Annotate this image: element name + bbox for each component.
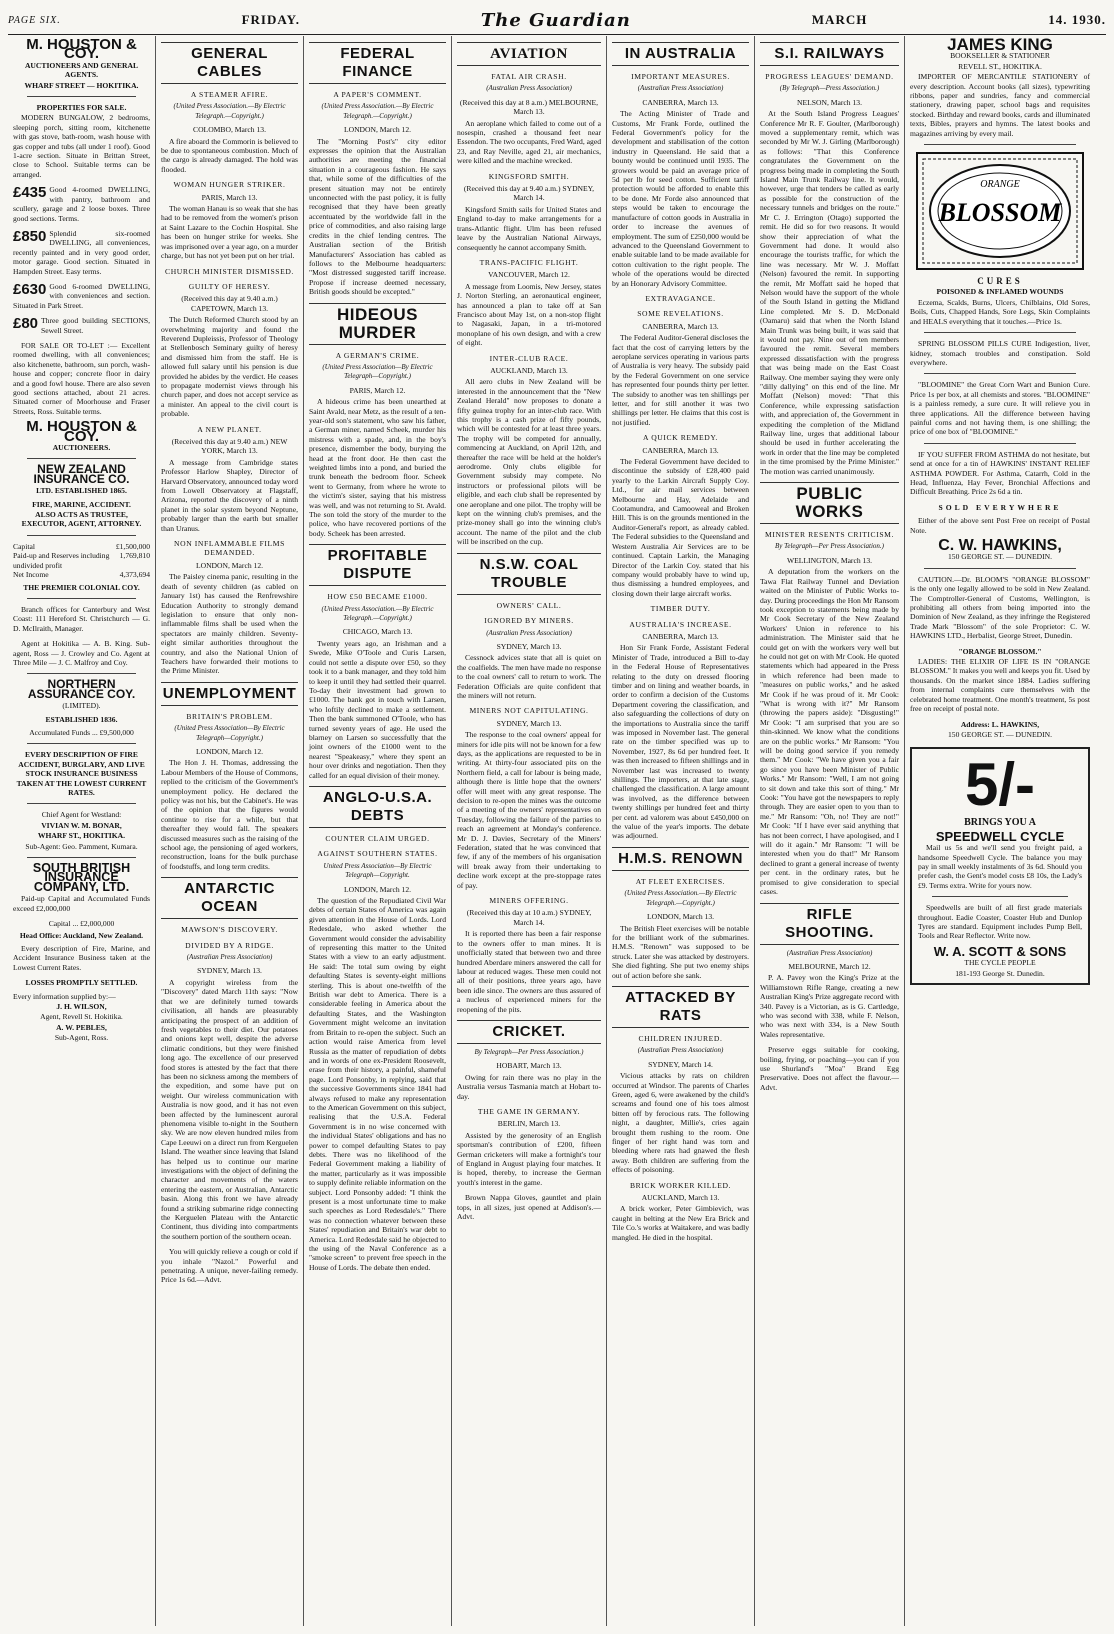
column-5 — [607, 36, 755, 1626]
headline-general-cables: GENERAL CABLES — [161, 42, 298, 84]
dateline: WELLINGTON, March 13. — [786, 555, 873, 565]
northern-agent-name: VIVIAN W. M. BONAR, — [41, 820, 122, 830]
divider — [27, 803, 136, 804]
caution-text: CAUTION.—Dr. BLOOM'S "ORANGE BLOSSOM" is the only one legally allowed to be sold in New Zealand. The Comptroller-General of Customs, Wellington, is prohibiting all others from being imported into the Dominion of New Zealand, as they infringe the Registered Trade Mark "Blossom" of the sole Proprietor: C. W. HAWKINS LTD., Herbalist, George Street, Dunedin. — [910, 574, 1090, 641]
divider — [27, 743, 136, 744]
dateline: (Received this day at 9.40 a.m.) SYDNEY, March 14. — [463, 184, 595, 203]
wire-credit: By Telegraph—Per Press Association.) — [774, 542, 884, 551]
nz-insurance-row — [13, 551, 150, 570]
headline-cricket: CRICKET. — [457, 1020, 601, 1044]
nz-insurance-branch: Branch offices for Canterbury and West Coast: 111 Hereford St. Christchurch — G. D. McIlraith, Manager. — [13, 604, 150, 633]
headline-public-works: PUBLIC WORKS — [760, 482, 899, 524]
paper-title: The Guardian — [480, 9, 631, 31]
houston-listing-ross: FOR SALE OR TO-LET :— Excellent roomed dwelling, with all conveniences; also kitchenette, bathroom, sun porch, wash-house and copper; concrete floor in dairy and a good fowl house. There are also seven good sections attached, about 21 acres. Situated corner of Moorhouse and Fraser Streets, Ross. Suitable terms. — [13, 340, 150, 416]
article-text: The Dutch Reformed Church stood by an overwhelming majority and found the Reverend Dupleissis, Professor of Theology at Stellenbosch Seminary guilty of heresy and dismissed him from the staff. He is allowed full salary until his pension is due provided he abides by the verdict. He ceases to propagate modernist views through his church paper, and does not accept service as a minister. An appeal to the civil court is probable. — [161, 315, 298, 419]
scott-sub: THE CYCLE PEOPLE — [964, 958, 1036, 968]
bloomine-text: "BLOOMINE" the Great Corn Wart and Bunion Cure. Price 1s per box, at all chemists and stores. "BLOOMINE" is a painless remedy, a sure cure. It will relieve you in three applications. All the difference between having painful corns and not having them, is one shilling; the price of one box of "BLOOMINE." — [910, 380, 1090, 437]
article-text: A brick worker, Peter Gimbievich, was caught in belting at the New Era Brick and Tile Co.'s works at Waitakere, and was badly mangled. He died in the hospital. — [612, 1204, 749, 1242]
row-value: 1,769,810 — [119, 551, 150, 561]
south-british-capital: Paid-up Capital and Accumulated Funds exceed £2,000,000 — [13, 894, 150, 913]
article-text: The "Morning Post's" city editor expresses the opinion that the Australian authorities are meeting the financial situation in a courageous fashion. He says that, while some of the difficulties of the present situation may not be entirely unconnected with the past policy, it is fully recognised that they have been greatly accentuated by the worldwide fall in the price of commodities, and also raising large credits in the chief lending centres. The Australian section of the British Manufacturers' Association has cabled as follows to the Melbourne headquarters: "Most distressed suggested tariff increase. Propose if increase deemed necessary, British goods should be excepted." — [309, 136, 446, 297]
article-text: Twenty years ago, an Irishman and a Swede, Mike O'Toole and Curis Larsen, could not settle a dispute over £50, so they took it to a bank manager, and they told him to keep it until they had settled their quarrel. To-day their investment had grown to £1000. The bank got in touch with Larsen, who loftily declined to make a settlement. Then the bank summoned O'Toole, who has turned seventy years of age. He used the blarney on Larsen so successfully that the joint owners of the £1000 went to the nearest "Speakeasy," where they spent an hour over drinks and negotiation. Then they called for an equal division of their money. — [309, 638, 446, 780]
article-text: It is reported there has been a fair response to the owners offer to man mines. It is unofficially stated that between two and three hundred Aberdare miners answered the call for labour at reduced wages. These men could not all of their positions, three years ago, have been idle since. The owners are thus assured of a nucleus of experienced miners for the reopening of the pits. — [457, 929, 601, 1014]
south-british-losses: LOSSES PROMPTLY SETTLED. — [25, 978, 138, 988]
column-4 — [452, 36, 607, 1626]
houston-listing-3 — [13, 282, 150, 310]
dateline: AUCKLAND, March 13. — [641, 1193, 720, 1203]
subhead: WOMAN HUNGER STRIKER. — [173, 180, 286, 190]
row-value: £1,500,000 — [115, 541, 150, 551]
divider — [924, 144, 1076, 145]
subhead: EXTRAVAGANCE. — [645, 293, 716, 303]
row-label: Paid-up and Reserves including undivided profit — [13, 551, 110, 570]
column-3 — [304, 36, 452, 1626]
south-british-desc: Every description of Fire, Marine, and Accident Insurance Business taken at the Lowest Current Rates. — [13, 943, 150, 972]
divider — [27, 673, 136, 674]
subhead: NON INFLAMMABLE FILMS DEMANDED. — [174, 539, 285, 558]
article-text: The question of the Repudiated Civil War debts of certain States of America was again given attention in the House of Lords. Lord Redesdale, who asked whether the Government would consider the advisability of representing this matter to the United States with a view to an early adjustment. He said: The total sum owing by eight defaulting States is seventy-eight millions sterling. This is about one-twelfth of the British war debt to America. There is a considerable feeling in America about the defaulting States, and the Washington Government might welcome an invitation from Britain to re-open the subject. Such an action would raise America from level Russia as the matter of repudiation of debts and in words of one ex-President Roosevelt, erase from their history, a painful, shameful page. Lord Ponsonby, in replying, said that the successive Governments since 1841 had always refused to make any representation to the American Government on this subject, realising that the U.S.A. Federal Government is in no wise concerned with the individual States' obligations and has no power to compel defaulting States to pay debts. There was no likelihood of the Federal Government making a liability of the matter, particularly as it was impossible to supply definite reliable information on the subject. Lord Ponsonby added: "I think the present is a most unfortunate time to make such speeches as Lord Redesdale's." There was no connection whatever between these States' repudiation and Britain's war debt to America. Lord Redesdale said he objected to the using of the Naval Conference as a "smoke screen" to prevent free speech in the House of Lords. The debate then ended. — [309, 896, 446, 1272]
divider — [27, 96, 136, 97]
article-text: Cessnock advices state that all is quiet on the coalfields. The men have made no response to the coal owners' call to return to work. The Federation Officials are quite confident that the miners will not return. — [457, 653, 601, 700]
south-british-agent-addr: Agent, Revell St. Hokitika. — [40, 1012, 123, 1022]
dateline: (Received this day at 8 a.m.) MELBOURNE, March 13. — [459, 97, 599, 117]
south-british-name: SOUTH BRITISH INSURANCE COMPANY, LTD. — [32, 861, 131, 894]
houston-listing-2 — [13, 229, 150, 276]
article-text: Assisted by the generosity of an English sportsman's contribution of £200, fifteen German cricketers will make a fortnight's tour of England in August playing four matches. It is hoped, thereby, to increase the German youth's interest in the game. — [457, 1130, 601, 1187]
wire-credit: (Australian Press Association) — [486, 84, 572, 93]
article-text: Vicious attacks by rats on children occurred at Windsor. The parents of Charles Green, aged 6, were awakened by the child's screams and found one of his toes almost bitten off by ferocious rats. The following night, a daughter, Millie's, cries again brought them rushing to the room. One finger of her right hand was torn and bleeding where rats had gnawed the flesh away. Both children are suffering from the effects of poisoning. — [612, 1071, 749, 1175]
page-number: PAGE SIX. — [8, 14, 61, 26]
ladies-text: LADIES: THE ELIXIR OF LIFE IS IN "ORANGE BLOSSOM." It makes you well and keeps you fit. Used by thousands. On the market since 1884. Ladies suffering from internal complaints cure themselves with the celebrated home treatment. One month's treatment, 5s post free on receipt of postal note. — [910, 657, 1090, 714]
south-british-agent: J. H. WILSON, — [56, 1001, 107, 1011]
south-british-subagent: A. W. PEBLES, — [56, 1022, 107, 1032]
orange-blossom-seal — [915, 151, 1085, 271]
subhead: COUNTER CLAIM URGED. — [325, 833, 430, 843]
northern-ltd: (LIMITED). — [62, 701, 101, 711]
wire-credit: (Australian Press Association) — [486, 628, 572, 637]
wire-credit: (United Press Association.—By Electric Telegraph.—Copyright.) — [321, 604, 434, 623]
headline-rifle-shooting: RIFLE SHOOTING. — [760, 903, 899, 945]
headline-in-australia: IN AUSTRALIA — [612, 42, 749, 66]
headline-federal-finance: FEDERAL FINANCE — [309, 42, 446, 84]
subhead: AT FLEET EXERCISES. — [635, 876, 726, 886]
south-british-office: Head Office: Auckland, New Zealand. — [19, 931, 144, 941]
listing-price: £630 — [13, 281, 47, 298]
masthead — [8, 6, 1106, 35]
article-text: Owing for rain there was no play in the Australia versus Tasmania match at Hobart to-day. — [457, 1072, 601, 1101]
dateline: LONDON, March 12. — [195, 746, 264, 756]
column-6 — [755, 36, 905, 1626]
cures-subheading: POISONED & INFLAMED WOUNDS — [936, 287, 1064, 297]
nz-insurance-row — [13, 542, 150, 551]
wire-credit: (United Press Association.—By Electric Telegraph.—Copyright.) — [624, 889, 737, 907]
subhead: HOW £50 BECAME £1000. — [327, 592, 428, 602]
headline-profitable-dispute: PROFITABLE DISPUTE — [309, 544, 446, 586]
james-king-addr: REVELL ST., HOKITIKA. — [958, 61, 1042, 71]
houston-listing-1 — [13, 185, 150, 223]
dateline: SYDNEY, March 13. — [496, 718, 562, 728]
dateline: LONDON, March 12. — [343, 125, 412, 135]
masthead-date: 14. 1930. — [1048, 12, 1106, 27]
wire-credit: (United Press Association.—By Electric Telegraph.—Copyright.) — [173, 102, 286, 120]
advert-text: Preserve eggs suitable for cooking, boiling, frying, or poaching—you can if you use Shurland's "Moa" Brand Egg Preservative. Does not affect the flavour.—Advt. — [760, 1045, 899, 1092]
houston-line1: AUCTIONEERS AND GENERAL AGENTS. — [24, 60, 139, 80]
subhead: A PAPER'S COMMENT. — [333, 90, 422, 99]
subhead: MINERS OFFERING. — [489, 896, 569, 906]
dateline: CANBERRA, March 13. — [642, 631, 719, 641]
nz-insurance-colonial: THE PREMIER COLONIAL COY. — [23, 582, 140, 592]
subhead: A STEAMER AFIRE. — [190, 90, 269, 99]
wire-credit: (Australian Press Association) — [186, 953, 273, 962]
listing-price: £435 — [13, 185, 47, 202]
subhead: AGAINST SOUTHERN STATES. — [317, 849, 438, 859]
wire-credit: (United Press Association—By Electric Telegraph—Copyright.) — [174, 724, 285, 742]
dateline: PARIS, March 12. — [349, 385, 406, 395]
headline-aviation: AVIATION — [457, 42, 601, 66]
wire-credit: (Australian Press Association) — [786, 948, 873, 957]
dateline: COLOMBO, March 13. — [193, 125, 266, 135]
article-text: The Paisley cinema panic, resulting in the death of seventy children (as cabled on January 1st) has caused the Renfrewshire Education Authority to strongly demand legislation to ensure that only non-inflammable films shall be used when the spectators are mainly children. Seventy-eight similar authorities throughout the country, and also the National Union of Teachers have forwarded their motions to the Prime Minister. — [161, 572, 298, 676]
dateline: NELSON, March 13. — [797, 97, 862, 107]
james-king-name: JAMES KING — [947, 36, 1053, 54]
divider — [924, 443, 1076, 444]
price-five-shillings: 5/- — [964, 751, 1036, 819]
south-british-capital-2: Capital ... £2,000,000 — [48, 919, 115, 929]
dateline: PARIS, March 13. — [201, 192, 258, 202]
listing-text: Splendid six-roomed DWELLING, all conveniences, recently painted and in very good order, motor garage. Good section. Situated in Hampden Street. Easy terms. — [13, 228, 150, 276]
subhead: CHURCH MINISTER DISMISSED. — [165, 266, 294, 276]
cures-heading: CURES — [977, 276, 1023, 287]
subhead: SOME REVELATIONS. — [637, 309, 724, 319]
speedwell-advert — [910, 747, 1090, 985]
northern-est: ESTABLISHED 1836. — [45, 714, 118, 724]
dateline: HOBART, March 13. — [496, 1061, 562, 1071]
houston-name-2: M. HOUSTON & COY. — [26, 418, 137, 445]
masthead-month: MARCH — [811, 12, 868, 27]
subhead: CHILDREN INJURED. — [638, 1033, 723, 1043]
divider — [27, 458, 136, 459]
listing-price: £850 — [13, 228, 47, 245]
article-text: Hon Sir Frank Forde, Assistant Federal Minister of Trade, introduced a Bill to-day in the Federal House of Representatives relating to the duty on dressed flooring timber and on lining and weather boards, in order to confirm a decision of the Customs Department covering the classification, and also safeguarding the collections of duty on the importations to Australia since the tariff was imposed in November last. The general rate on the timber specified was up to November, 1927, 8s 6d per hundred feet. It was then increased to fifteen shillings and in November last was increased to twenty shillings. The importers, at that late stage, challenged the classification. A large amount was involved, as the difference between twenty shillings per hundred feet and thirty per cent. ad valorem was about £450,000 on the value of the year's imports. The debate was adjourned. — [612, 643, 749, 841]
scott-name: W. A. SCOTT & SONS — [933, 943, 1067, 959]
speedwell-cycle: SPEEDWELL CYCLE — [935, 828, 1065, 844]
subhead: GUILTY OF HERESY. — [188, 281, 271, 291]
dateline: LONDON, March 12. — [195, 560, 264, 570]
wire-credit: (United Press Association.—By Electric Telegraph.—Copyright.) — [321, 102, 434, 120]
nz-insurance-est: LTD. ESTABLISHED 1865. — [36, 486, 127, 496]
wire-credit: By Telegraph—Per Press Association.) — [474, 1047, 584, 1056]
headline-nsw-coal-trouble: N.S.W. COAL TROUBLE — [457, 553, 601, 595]
article-text: An aeroplane which failed to come out of a nosespin, crashed a thousand feet near Essendon. The two occupants, Fred Ward, aged 23, and Ray Neville, aged 21, air mechanics, were killed and the machine wrecked. — [457, 118, 601, 166]
cures-text: Eczema, Scalds, Burns, Ulcers, Chilblains, Old Sores, Boils, Cuts, Chapped Hands, Sore Legs, Skin Complaints and HEALS everything that it touches.—Price 1s. — [910, 297, 1090, 326]
subhead: MAWSON'S DISCOVERY. — [181, 925, 278, 935]
divider — [27, 535, 136, 536]
speedwell-text-2: Speedwells are built of all first grade materials throughout. Eadie Coaster, Coaster Hub and Dunlop Tyres are standard. Equipment includes Pump Bell, Tools and Rear Reflector. Write now. — [918, 903, 1082, 941]
seal-top-text: ORANGE — [980, 179, 1020, 191]
dateline: LONDON, March 13. — [646, 912, 715, 922]
wire-credit: United Press Association—By Electric Telegraph—Copyright. — [323, 861, 432, 880]
south-british-info: Every information supplied by:— — [13, 991, 116, 1001]
wire-credit: (Australian Press Association) — [637, 84, 724, 93]
article-text: The Federal Auditor-General discloses the fact that the cost of carrying letters by the aeroplane services operating in various parts of Australia is very heavy. The subsidy paid by the Federal Government on one service has represented four pounds thirty per letter. The subsidy to another was ten shillings per letter, and for still another it was two shillings per letter. He claims that this cost is not justified. — [612, 333, 749, 427]
northern-name: NORTHERN ASSURANCE COY. — [27, 677, 136, 701]
column-2 — [156, 36, 304, 1626]
nz-insurance-name: NEW ZEALAND INSURANCE CO. — [33, 462, 130, 486]
houston-listing-4 — [13, 316, 150, 335]
advert-text: Brown Nappa Gloves, gauntlet and plain tops, in all sizes, just opened at Addison's.—Advt. — [457, 1193, 601, 1222]
orange-blossom-heading: "ORANGE BLOSSOM." — [958, 646, 1042, 656]
brings-you: BRINGS YOU A — [964, 817, 1036, 829]
subhead: IGNORED BY MINERS. — [484, 616, 574, 626]
spring-blossom-text: SPRING BLOSSOM PILLS CURE Indigestion, liver, kidney, stomach troubles and constipation. Sold everywhere. — [910, 339, 1090, 367]
wire-credit: (United Press Association—By Electric Telegraph—Copyright.) — [322, 362, 433, 381]
divider — [924, 332, 1076, 333]
column-1 — [8, 36, 156, 1626]
divider — [27, 598, 136, 599]
south-british-subagent-addr: Sub-Agent, Ross. — [54, 1033, 109, 1043]
subhead: FATAL AIR CRASH. — [491, 72, 567, 81]
post-free-text: Either of the above sent Post Free on receipt of Postal Note. — [910, 516, 1090, 535]
article-text: A message from Cambridge states Professor Harlow Shapley, Director of Harvard Observatory, announced today word from Lowell Observatory at Flagstaff, Arizona, reported the discovery of a ninth planet in the solar system beyond Neptune, probably larger than the earth but smaller than Uranus. — [161, 457, 298, 533]
subhead: INTER-CLUB RACE. — [489, 353, 569, 363]
article-text: A deputation from the workers on the Tawa Flat Railway Tunnel and Deviation waited on the Minister of Public Works to-day. During proceedings the Hon Mr Ransom took exception to statements being made by Mr Cook Secretary of the New Zealand Workers' Union in reference to his administration. The Minister said that he could get on with the workers very well but he could not get on with Mr Cook. He quoted statements which had appeared in the Press in which reference had been made to "measures on public works," and he asked Mr Cook if he was proud of it. Mr Cook: "What is wrong with it?" Mr Ransom (throwing the papers aside): "Disgusting!" Mr Cook: "I am surprised that you are so thin-skinned. We know what the conditions are on the public works." Mr Ransom: "You will be doing good service if you remedy them." Mr Cook: "We have given you a fair go since you have been Minister of Public Works." Mr Ransom: "Well, I am not going to sit down and take this sort of thing." Mr Cook: "You have got the newspapers to reply through. They are easier open to you than to me." Mr Ransom: "Oh, no! They are not!" Mr Cook: "If I have ever said anything that has not been correct, I have apologised, and I will do it again." Mr Ransom: "I will be interested when you do that!" Mr Ransom declined to grant a general increase of twenty per cent. in the ordinary rates, but he promised to give consideration to special cases. — [760, 567, 899, 897]
houston-line4: AUCTIONEERS. — [52, 443, 111, 453]
article-text: The woman Hanau is so weak that she has had to be removed from the women's prison at Saint Lazare to the Cochin Hospital. She has been on hunger strike for weeks. She was imprisoned over a year ago, on a murder charge, but has not yet been put on her trial. — [161, 204, 298, 261]
dateline: SYDNEY, March 13. — [197, 966, 262, 976]
dateline: MELBOURNE, March 12. — [788, 961, 871, 971]
subhead: KINGSFORD SMITH. — [488, 171, 570, 181]
listing-price: £80 — [13, 316, 39, 333]
northern-agent: Chief Agent for Westland: — [41, 810, 122, 820]
james-king-sub: BOOKSELLER & STATIONER — [950, 51, 1050, 61]
wire-credit: (Australian Press Association) — [637, 1046, 724, 1055]
headline-hideous-murder: HIDEOUS MURDER — [309, 303, 446, 345]
nz-insurance-kinds: FIRE, MARINE, ACCIDENT. — [32, 499, 131, 509]
subhead: DIVIDED BY A RIDGE. — [185, 940, 274, 950]
subhead: A NEW PLANET. — [197, 424, 262, 434]
divider — [932, 896, 1068, 897]
northern-desc: EVERY DESCRIPTION OF FIRE ACCIDENT, BURGLARY, AND LIVE STOCK INSURANCE BUSINESS TAKEN AT THE LOWEST CURRENT RATES. — [16, 750, 147, 797]
listing-text: Good 6-roomed DWELLING, with conveniences and section. Situated in Park Street. — [13, 281, 150, 310]
dateline: CANBERRA, March 13. — [642, 97, 719, 107]
subhead: TIMBER DUTY. — [650, 604, 711, 614]
dateline: LONDON, March 12. — [343, 884, 412, 894]
dateline: (Received this day at 9.40 a.m.) NEW YORK, March 13. — [171, 437, 288, 456]
row-label: Capital — [13, 541, 35, 551]
subhead: A GERMAN'S CRIME. — [335, 350, 420, 360]
article-text: A fire aboard the Commorin is believed to be due to spontaneous combustion. Much of the cargo is already damaged. The hold was flooded. — [161, 136, 298, 174]
subhead: PROGRESS LEAGUES' DEMAND. — [765, 72, 894, 81]
nz-insurance-agents: Agent at Hokitika — A. B. King. Sub-agent, Ross — J. Crowley and Co. Agent at Three Mile — J. C. Malfroy and Coy. — [13, 639, 150, 667]
article-text: The response to the coal owners' appeal for miners for idle pits will not be known for a few days, as the applications are requested to be in writing. At thirty-four associated pits on the Northern field, a call for labour is being made, although there is little hope that the owners' offer will meet with any great response. The decision to re-open the mines was the outcome of a meeting of the owners' representatives on Tuesday, following the failure of the parties to reach an agreement at Monday's conference. Mr D. J. Davies, Secretary of the Miners' Federation, stated that he was convinced that few, if any of the members of his organisation will break away from their undertaking to decline work except at the pre-stoppage rates of pay. — [457, 730, 601, 890]
asthma-text: IF YOU SUFFER FROM ASTHMA do not hesitate, but send at once for a tin of HAWKINS' INSTANT RELIEF ASTHMA POWDER. For Asthma, Catarrh, Cold in the Head, Influenza, Hay Fever, Bronchial Affections and Difficult Breathing. Price 2s 6d a tin. — [910, 449, 1090, 497]
seal-text: BLOSSOM — [938, 198, 1062, 228]
subhead: MINERS NOT CAPITULATING. — [469, 706, 589, 716]
dateline: CHICAGO, March 13. — [342, 627, 413, 637]
advert-text: You will quickly relieve a cough or cold if you inhale "Nazol." Powerful and penetrating. A unique, never-failing remedy. Price 1s 6d.—Advt. — [161, 1247, 298, 1285]
article-text: The Hon J. H. Thomas, addressing the Labour Members of the House of Commons, replied to the criticism of the Government's unemployment policy. He declared the policy was not his, but the Cabinet's. He was of the opinion that the figures would continue to rise for a while, but that thereafter they would fall. The speakers discussed measures such as the raising of the school age, the pensioning of aged workers, reconstruction, loans for the bulk purchase of foodstuffs, and long term credits. — [161, 758, 298, 871]
dateline: CANBERRA, March 13. — [642, 445, 719, 455]
subhead: AUSTRALIA'S INCREASE. — [629, 619, 732, 629]
row-label: Net Income — [13, 570, 49, 580]
nz-insurance-row — [13, 570, 150, 579]
article-text: Kingsford Smith sails for United States and England to-day to make arrangements for a trans-Atlantic flight. Ulm has been refused leave by the Australian National Airways, consequently he cannot accompany Smith. — [457, 204, 601, 252]
listing-text: Three good building SECTIONS, Sewell Street. — [41, 316, 150, 335]
wire-credit: (By Telegraph—Press Association.) — [779, 84, 880, 93]
dateline: CANBERRA, March 13. — [642, 321, 719, 331]
subhead: THE GAME IN GERMANY. — [477, 1106, 581, 1116]
northern-sub: Sub-Agent: Geo. Pamment, Kumara. — [25, 841, 138, 851]
row-value: 4,373,694 — [119, 570, 150, 580]
sold-everywhere: SOLD EVERYWHERE — [938, 502, 1062, 512]
article-text: A copyright wireless from the "Discovery" dated March 11th says: "Now that we are definitely turned towards civilisation, all hands are pleasurably anticipating the prospect of an addition of fresh vegetables to their diet. Our potatoes and onions kept well, despite the adverse climatic conditions, but they were finished long ago. The excellence of our preserved food stores is attested by the fact that there has been no sickness among the members of the expedition, and some have put on weight. Our wireless communication with Australia is now good, and it has not even been affected by the luminescent auroral phenomena visible to-night in the Southern sky. We are now eleven hundred miles from Cape Leeuwi on a direct run from Kerguelen Island. The weather since leaving that Island has helped us to continue our marine investigations with the object of defining the character and movements of the waters entering the eastern, or Australian, Antarctic basin. Along this front we have already found a striking submarine ridge connecting the Kerguelen Plateau with the Antarctic Continent, thus dividing into compartments the southern portion of the southern ocean. — [161, 977, 298, 1241]
james-king-text: IMPORTER OF MERCANTILE STATIONERY of every description. Account books (all sizes), typewriting ribbons, paper and sundries, fancy and commercial stationery, drawing paper, school bags and requisites stocked. Birthday and reward books, cards and illuminated texts, Bibles, prayers and hymns. The latest books and magazines arriving by every mail. — [910, 72, 1090, 138]
subhead: MINISTER RESENTS CRITICISM. — [764, 530, 895, 540]
headline-anglo-usa-debts: ANGLO-U.S.A. DEBTS — [309, 786, 446, 828]
listing-text: Good 4-roomed DWELLING, with pantry, bathroom and scullery, garage and 2 loose boxes. Three good sections. Terms. — [13, 185, 150, 223]
article-text: A hideous crime has been unearthed at Saint Avald, near Metz, as the result of a ten-year-old son's statement, who saw his father, a German miner, named Scheek, murder his mistress with a spade, and, in the boy's presence, dismember the body, burying the head at the front door. He then cast the weighted limbs into a pond, and buried the trunk beneath the bedroom floor. Scheek went to Germany, from where he wrote to the victim's sister, saying that his mistress was well, and was not returning to St. Avald. The son told the story of the murder to the police, who have recovered portions of the body. Scheek has been arrested. — [309, 397, 446, 538]
houston-line3: PROPERTIES FOR SALE. — [36, 103, 127, 113]
article-text: At the South Island Progress Leagues' Conference Mr R. F. Goulter, (Marlborough) moved a supplementary remit, which was seconded by Mr W. J. Girling (Marlborough) as follows: "That this Conference congratulates the Government on the progress being made in completing the South Island Main Trunk Railway line. It would, however, urge that tenders be called as early as possible for the construction of the necessary tunnels and bridges on the route." Mr C. J. Errington (Otago) supported the remit. He did so for two reasons. It would show their appreciation of what the Government had done. It would also encourage the tourists traffic, for which the line was necessary. Mr W. J. Moffatt (Nelson) favoured the remit. In supporting the remit, Mr Moffatt said he hoped that Nelson would have the support of the whole of the South Island in getting the Midland Line completed. Mr S. D. McDonald (Oamaru) said that when the North Island Main Trunk was being built, it was said that it would not pay. Nine out of ten members favoured the remit. Several members expressed dissatisfaction with the progress that was being made on the East Coast Railway. One member saying they were only "dilly dallying" on this end of the line. Mr Moffatt (Nelson) moved: "That this Conference, while expressing satisfaction with, and appreciation of, the Government in expediting the completion of the Midland Railway line, urges that additional labour should be used in further accelerating the work in order that the line may be completed in the time promised by the Prime Minister." The motion was carried unanimously. — [760, 109, 899, 476]
dateline: AUCKLAND, March 13. — [490, 365, 568, 375]
column-7 — [905, 36, 1095, 1626]
hawkins-name: C. W. HAWKINS, — [938, 537, 1062, 554]
seal-graphic — [915, 151, 1085, 271]
houston-name: M. HOUSTON & COY. — [26, 36, 137, 63]
nz-insurance-acts: ALSO ACTS AS TRUSTEE, EXECUTOR, AGENT, ATTORNEY. — [21, 510, 142, 529]
article-text: P. A. Pavey won the King's Prize at the Williamstown Rifle Range, creating a new Australian King's Prize aggregate record with 340. Pavey is a Victorian, as is G. Cartledge, who was second with 338, while F. Nelson, who was next with 334, is a New South Wales representative. — [760, 973, 899, 1039]
divider — [924, 568, 1076, 569]
subhead: A QUICK REMEDY. — [643, 433, 718, 443]
houston-listing-bungalow: MODERN BUNGALOW, 2 bedrooms, sleeping porch, sitting room, kitchenette with gas stove, bath-room, wash house with gas copper and tubs (all under 1 roof). Good 1-acre section. Situate in Brittan Street, close to School. Suitable terms can be arranged. — [13, 113, 150, 179]
article-text: The Acting Minister of Trade and Customs, Mr Frank Forde, outlined the Federal Government's policy for the development and stabilisation of the cotton industry in Queensland. He said that a bounty would be continued until 1935. The growers would be paid an average price of 5d per lb for seed cotton. Sufficient tariff protection would be afforded to enable this to be done. Mr Forde also announced that steps would be taken to encourage the manufacture of cotton goods in Australia in order to increase the avenues of employment. The sum of £250,000 would be advanced to the Queensland Government to enable suitable land to be made available for cotton cultivation to the right people. The whole of the operations would be directed by an Honorary Advisory Committee. — [612, 109, 749, 288]
divider — [27, 857, 136, 858]
dateline: SYDNEY, March 14. — [648, 1059, 713, 1069]
dateline: (Received this day at 10 a.m.) SYDNEY, March 14. — [466, 908, 592, 927]
headline-si-railways: S.I. RAILWAYS — [760, 42, 899, 66]
speedwell-text: Mail us 5s and we'll send you freight paid, a handsome Speedwell Cycle. The balance you may pay in small weekly instalments of 3s 6d. Should you prefer cash, the Gent's model costs £8 10s, the Lady's £9. Terms extra. Write for yours now. — [918, 843, 1082, 890]
headline-attacked-by-rats: ATTACKED BY RATS — [612, 986, 749, 1028]
dateline: (Received this day at 9.40 a.m.) CAPETOWN, March 13. — [181, 294, 278, 313]
headline-antarctic-ocean: ANTARCTIC OCEAN — [161, 877, 298, 919]
subhead: TRANS-PACIFIC FLIGHT. — [479, 257, 579, 267]
headline-hms-renown: H.M.S. RENOWN — [612, 847, 749, 871]
houston-line2: WHARF STREET — HOKITIKA. — [24, 80, 139, 90]
dateline: SYDNEY, March 13. — [496, 641, 562, 651]
article-text: A message from Loomis, New Jersey, states J. Norton Sterling, an aeronautical engineer, has announced a plan to take off at San Francisco about May 1st, on a non-stop flight to Nagasaki, Japan, in a tri-motored monoplane of his own design, and with a crew of eight. — [457, 281, 601, 348]
northern-agent-addr: WHARF ST., HOKITIKA. — [37, 831, 126, 841]
article-text: The British Fleet exercises will be notable for the brilliant work of the submarines. H.M.S. "Renown" was supposed to be struck. Later she was attacked by destroyers. She died fighting. She put two enemy ships out of action before she sank. — [612, 923, 749, 980]
hawkins-address-name: Address: L. HAWKINS, — [960, 719, 1040, 729]
masthead-day: FRIDAY. — [241, 12, 301, 27]
headline-unemployment: UNEMPLOYMENT — [161, 682, 298, 706]
dateline: BERLIN, March 13. — [497, 1119, 561, 1129]
hawkins-address: 150 GEORGE ST. — DUNEDIN. — [947, 552, 1053, 562]
subhead: BRITAIN'S PROBLEM. — [186, 711, 273, 721]
article-text: The Federal Government have decided to discontinue the subsidy of £28,400 paid yearly to the Larkin Aircraft Supply Coy. Ltd., for air mail services between Melbourne and Hay, Adelaide and Cootamundra, and Camooweal and Broken Hill. This is on the grounds mentioned in the Auditor-General's report, as already cabled. The Federal subsidies to the Queensland and Western Australia Air Services are to be continued. Captain Larkin, the Managing Director of the Larkin Coy. stated that his company would probably have to wind up, thus dismissing a hundred employees, and closing down their large aircraft works. — [612, 457, 749, 598]
subhead: IMPORTANT MEASURES. — [631, 72, 730, 81]
northern-funds: Accumulated Funds ... £9,500,000 — [29, 727, 134, 737]
columns — [8, 36, 1106, 1626]
scott-address: 181-193 George St. Dunedin. — [955, 968, 1045, 978]
subhead: OWNERS' CALL. — [496, 600, 562, 610]
hawkins-address-street: 150 GEORGE ST. — DUNEDIN. — [947, 729, 1053, 739]
article-text: All aero clubs in New Zealand will be interested in the announcement that the "New Zealand Herald" now proposes to donate a fifty guinea trophy for an inter-club race. With this trophy is a cash prize of fifty pounds, which will be contested for at least three years. The trophy will be competed for annually, commencing at Auckland, on April 12th, and thereafter the race will be held at the holder's aerodrome. Only clubs eligible for Government subsidy may compete. No instructors or professional pilots will be eligible, and each club shall be represented by one aeroplane and one pilot. The trophy will be kept on the winning club's premises, and the prize-money shall go into the winning club's account. The name of the pilot and the club will be inscribed on the cup. — [457, 377, 601, 547]
subhead: BRICK WORKER KILLED. — [629, 1180, 732, 1190]
divider — [924, 373, 1076, 374]
dateline: VANCOUVER, March 12. — [488, 270, 570, 280]
